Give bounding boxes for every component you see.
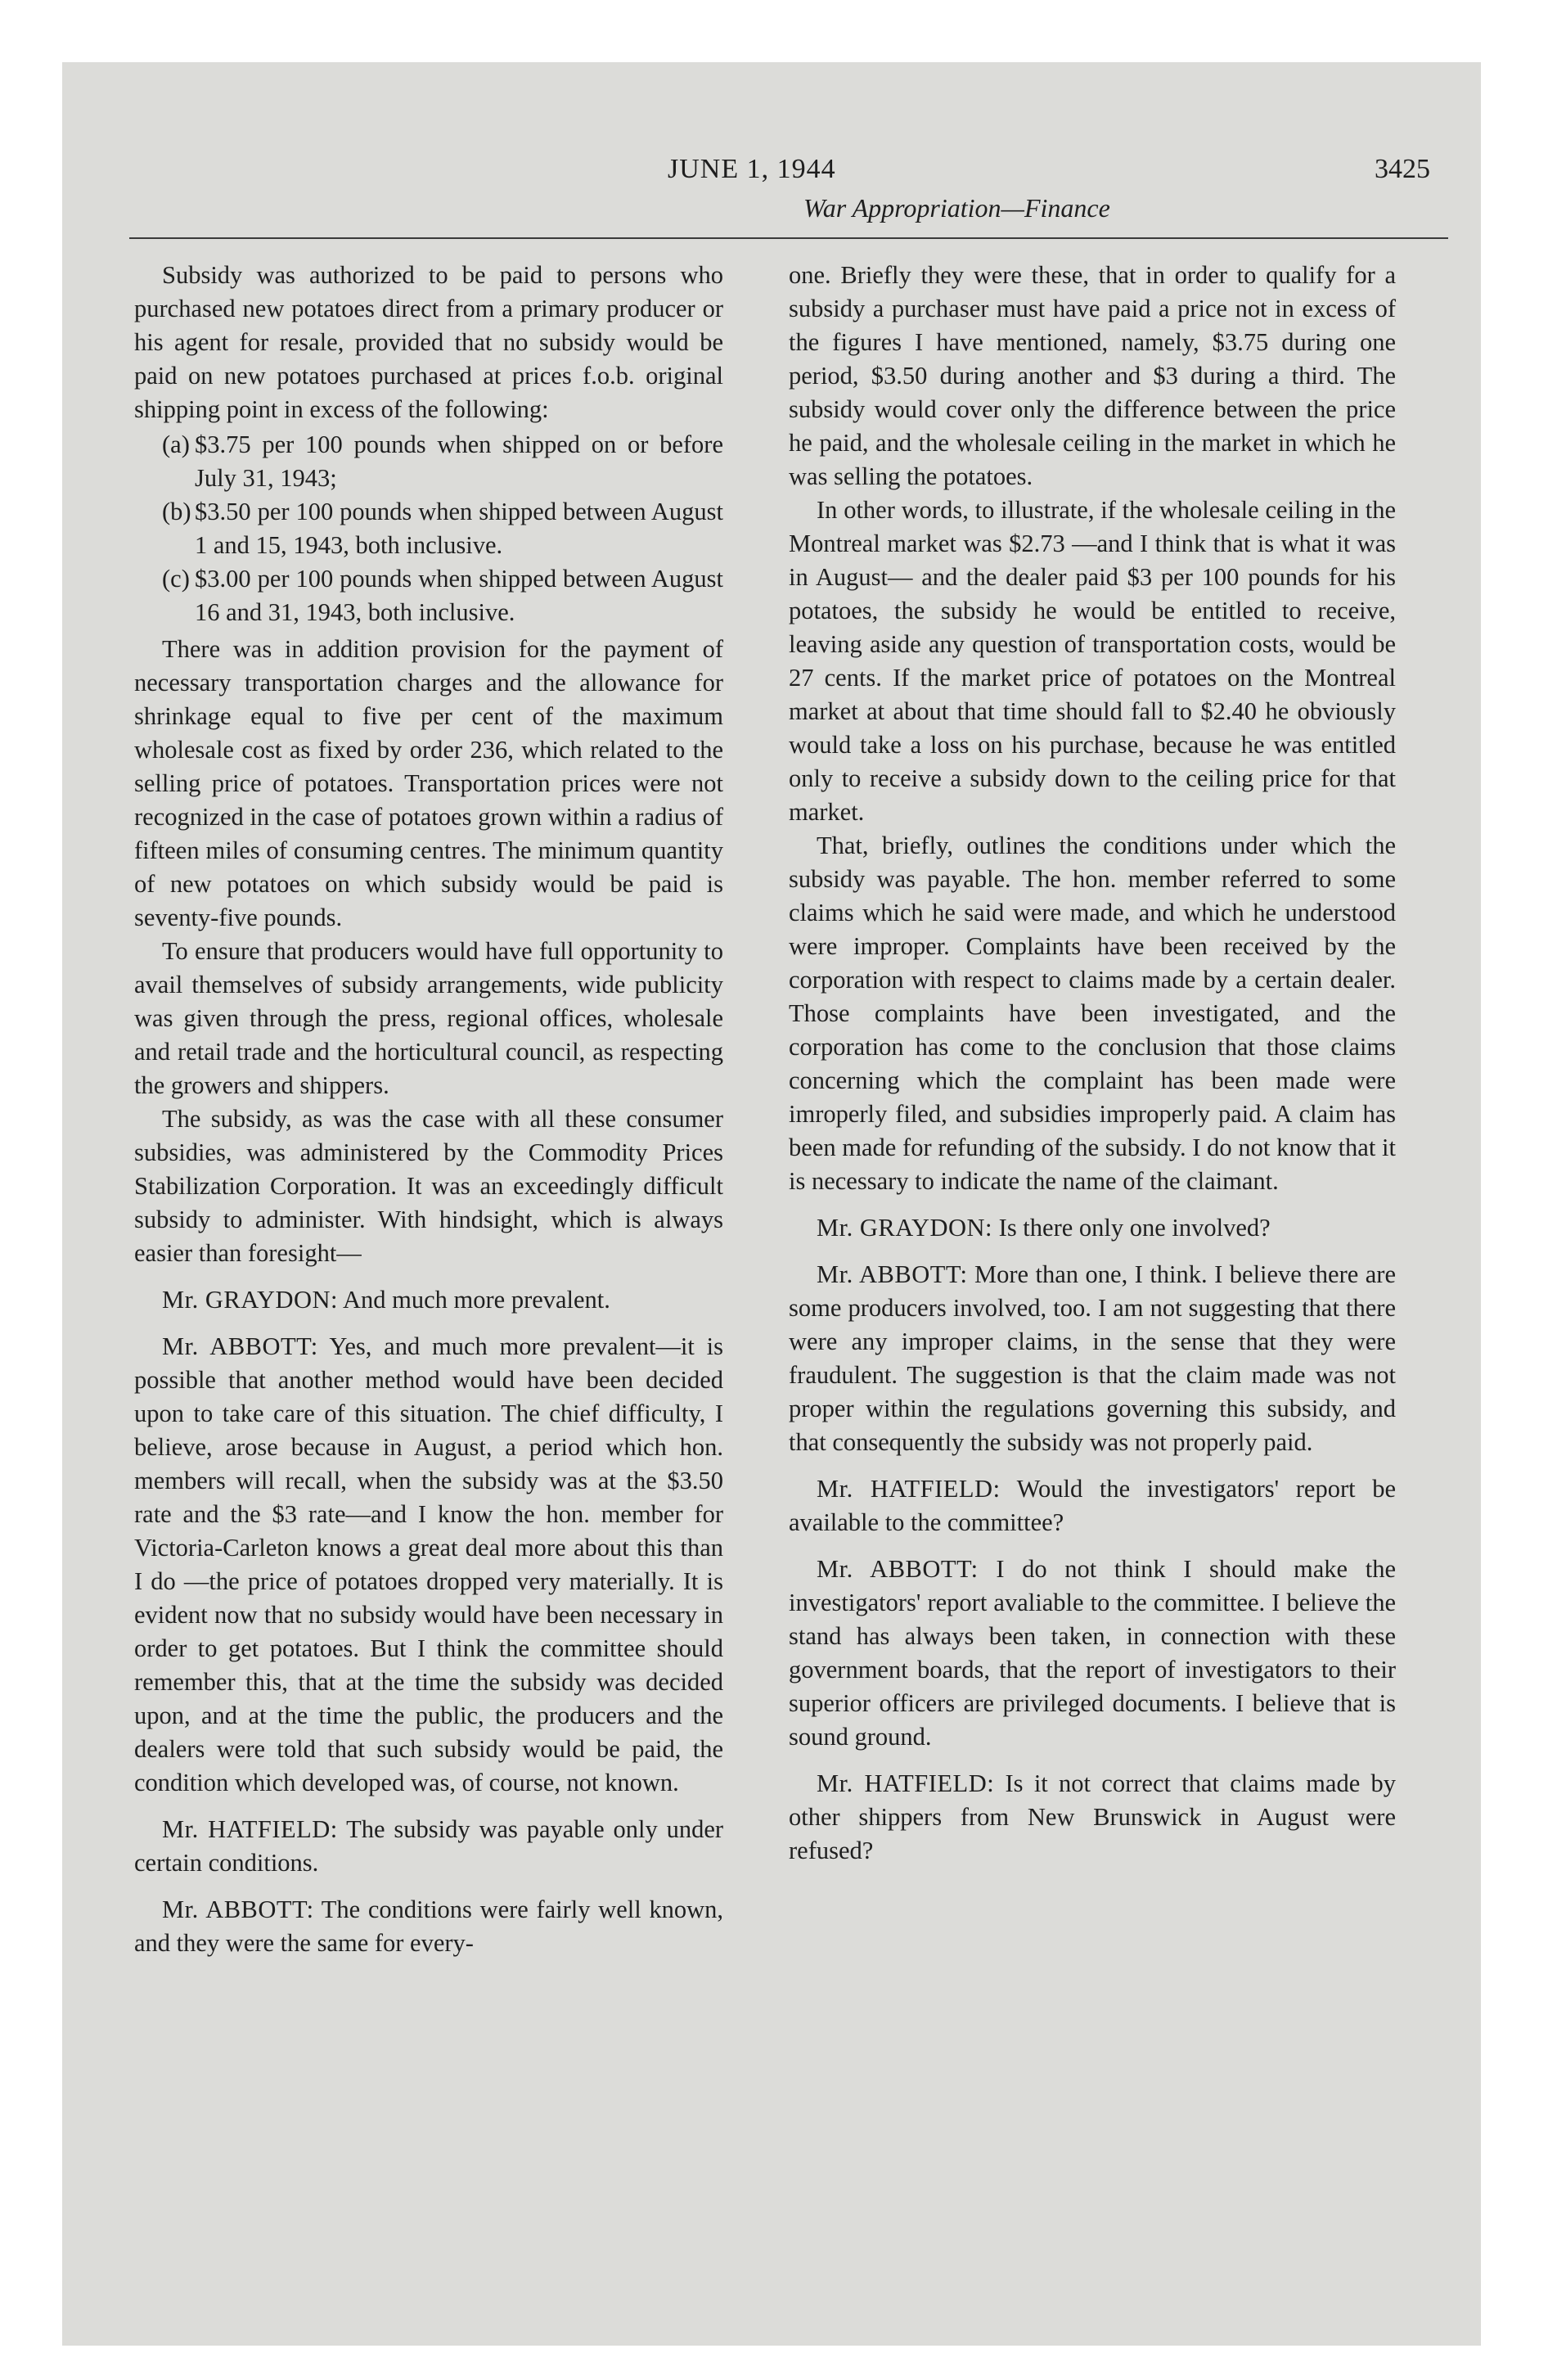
speaker-name: Mr. HATFIELD:: [817, 1769, 995, 1797]
speech-text: Is there only one involved?: [998, 1214, 1271, 1242]
page-header: [62, 62, 1481, 242]
paragraph: The subsidy, as was the case with all these consumer subsidies, was administered by the Commodity Prices Stabilization Corporation. It was an exceedingly difficult subsidy to administer. With hindsight, which is always easier than foresight—: [134, 1105, 723, 1267]
speech: [134, 1893, 723, 1960]
speech-text: Would the investigators' report be available to the committee?: [789, 1475, 1396, 1536]
speech-text: And much more prevalent.: [342, 1286, 610, 1314]
list-marker: (a): [162, 430, 190, 458]
header-subtitle: War Appropriation—Finance: [803, 193, 1110, 223]
speech: [134, 1330, 723, 1800]
header-date: JUNE 1, 1944: [668, 154, 836, 184]
speech: [789, 1258, 1396, 1459]
list-text: $3.50 per 100 pounds when shipped between August 1 and 15, 1943, both inclusive.: [195, 498, 723, 559]
list-marker: (b): [162, 498, 191, 525]
paragraph: To ensure that producers would have full opportunity to avail themselves of subsidy arrangements, wide publicity was given through the press, regional offices, wholesale and retail trade and the horticultural council, as respecting the growers and shippers.: [134, 937, 723, 1099]
speech: [789, 1767, 1396, 1868]
speaker-name: Mr. HATFIELD:: [817, 1475, 1001, 1503]
paragraph: There was in addition provision for the payment of necessary transportation charges and the allowance for shrinkage equal to five per cent of the maximum wholesale cost as fixed by order 236, which related to the selling price of potatoes. Transportation prices were not recognized in the case of potatoes grown within a radius of fifteen miles of consuming centres. The minimum quantity of new potatoes on which subsidy would be paid is seventy-five pounds.: [134, 635, 723, 931]
speaker-name: Mr. ABBOTT:: [162, 1895, 314, 1923]
speech: [789, 1472, 1396, 1539]
header-rule: [129, 237, 1448, 239]
price-list: [134, 428, 723, 629]
speech-text: I do not think I should make the investigators' report avaliable to the committee. I believe the stand has always been taken, in connection with these government boards, that the report of investigators to their superior officers are privileged documents. I believe that is sound ground.: [789, 1555, 1397, 1751]
paragraph: one. Briefly they were these, that in order to qualify for a subsidy a purchaser must have paid a price not in excess of the figures I have mentioned, namely, $3.75 during one period, $3.50 during another and $3 during a third. The subsidy would cover only the difference between the price he paid, and the wholesale ceiling in the market in which he was selling the potatoes.: [789, 261, 1396, 490]
paragraph: In other words, to illustrate, if the wholesale ceiling in the Montreal market was $2.73 —and I think that is what it was in August— and the dealer paid $3 per 100 pounds for his potatoes, the subsidy he would be entitled to receive, leaving aside any question of transportation costs, would be 27 cents. If the market price of potatoes on the Montreal market at about that time should fall to $2.40 he obviously would take a loss on his purchase, because he was entitled only to receive a subsidy down to the ceiling price for that market.: [789, 496, 1396, 826]
speech-text: Is it not correct that claims made by other shippers from New Brunswick in August were refused?: [789, 1769, 1397, 1864]
speaker-name: Mr. HATFIELD:: [162, 1815, 338, 1843]
speech: [134, 1813, 723, 1880]
list-item: [134, 428, 723, 495]
speech-text: Yes, and much more prevalent—it is possible that another method would have been decided upon to take care of this situation. The chief difficulty, I believe, arose because in August, a period which hon. members will recall, when the subsidy was at the $3.50 rate and the $3 rate—and I know the hon. member for Victoria-Carleton knows a great deal more about this than I do —the price of potatoes dropped very materially. It is evident now that no subsidy would have been necessary in order to get potatoes. But I think the committee should remember this, that at the time the subsidy was decided upon, and at the time the public, the producers and the dealers were told that such subsidy would be paid, the condition which developed was, of course, not known.: [134, 1332, 723, 1796]
speech-text: More than one, I think. I believe there are some producers involved, too. I am not suggesting that there were any improper claims, in the sense that they were fraudulent. The suggestion is that the claim made was not proper within the regulations governing this subsidy, and that consequently the subsidy was not properly paid.: [789, 1260, 1397, 1456]
speech: [134, 1283, 723, 1317]
speaker-name: Mr. ABBOTT:: [817, 1260, 968, 1288]
list-marker: (c): [162, 565, 190, 593]
speech-text: The subsidy was payable only under certain conditions.: [134, 1815, 724, 1877]
list-text: $3.00 per 100 pounds when shipped between August 16 and 31, 1943, both inclusive.: [195, 565, 723, 626]
speaker-name: Mr. ABBOTT:: [162, 1332, 318, 1360]
list-text: $3.75 per 100 pounds when shipped on or before July 31, 1943;: [195, 430, 723, 492]
speaker-name: Mr. ABBOTT:: [817, 1555, 979, 1583]
speech: [789, 1211, 1396, 1245]
right-column: [789, 259, 1396, 1868]
list-item: [134, 562, 723, 629]
paragraph: That, briefly, outlines the conditions under which the subsidy was payable. The hon. member referred to some claims which he said were made, and which he understood were improper. Complaints have been received by the corporation with respect to claims made by a certain dealer. Those complaints have been investigated, and the corporation has come to the conclusion that those claims concerning which the complaint has been made were imroperly filed, and subsidies improperly paid. A claim has been made for refunding of the subsidy. I do not know that it is necessary to indicate the name of the claimant.: [789, 832, 1396, 1195]
speaker-name: Mr. GRAYDON:: [817, 1214, 993, 1242]
speech-text: The conditions were fairly well known, and they were the same for every-: [134, 1895, 724, 1957]
speech: [789, 1553, 1396, 1754]
scanned-page: [62, 62, 1481, 2346]
speaker-name: Mr. GRAYDON:: [162, 1286, 339, 1314]
page-number: 3425: [1375, 154, 1430, 184]
left-column: [134, 259, 723, 1960]
paragraph: Subsidy was authorized to be paid to persons who purchased new potatoes direct from a primary producer or his agent for resale, provided that no subsidy would be paid on new potatoes purchased at prices f.o.b. original shipping point in excess of the following:: [134, 261, 723, 423]
list-item: [134, 495, 723, 562]
